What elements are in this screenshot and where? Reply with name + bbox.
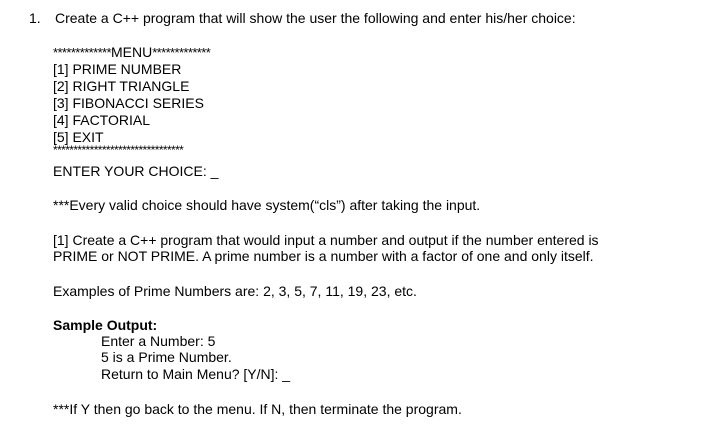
menu-item-exit: [5] EXIT [53,129,104,145]
question-prompt: Create a C++ program that will show the user the following and enter his/her choice: [55,10,576,26]
sample-output-heading: Sample Output: [53,317,158,333]
prime-examples: Examples of Prime Numbers are: 2, 3, 5, 7, 11, 19, 23, etc. [53,283,417,299]
menu-item-factorial: [4] FACTORIAL [53,112,150,128]
menu-title: MENU [110,44,153,60]
menu-header [53,44,210,61]
sample-output-line: Return to Main Menu? [Y/N]: _ [101,366,291,382]
sample-output-line: 5 is a Prime Number. [101,349,232,365]
menu-header-stars-right: ************* [152,45,211,60]
note-cls: ***Every valid choice should have system(“cls”) after taking the input. [53,197,481,213]
note-return: ***If Y then go back to the menu. If N, then terminate the program. [53,401,462,417]
menu-footer-stars: ******************************** [53,143,184,157]
menu-item-fibonacci: [3] FIBONACCI SERIES [53,95,204,111]
menu-item-prime: [1] PRIME NUMBER [53,61,182,77]
menu-item-right-triangle: [2] RIGHT TRIANGLE [53,78,190,94]
prime-description-line2: PRIME or NOT PRIME. A prime number is a number with a factor of one and only itself. [53,248,594,264]
menu-header-stars-left: ************* [53,45,111,60]
choice-prompt: ENTER YOUR CHOICE: _ [53,163,219,179]
prime-description-line1: [1] Create a C++ program that would input a number and output if the number entered is [53,232,599,248]
sample-output-line: Enter a Number: 5 [101,333,216,349]
question-number: 1. [29,10,41,26]
